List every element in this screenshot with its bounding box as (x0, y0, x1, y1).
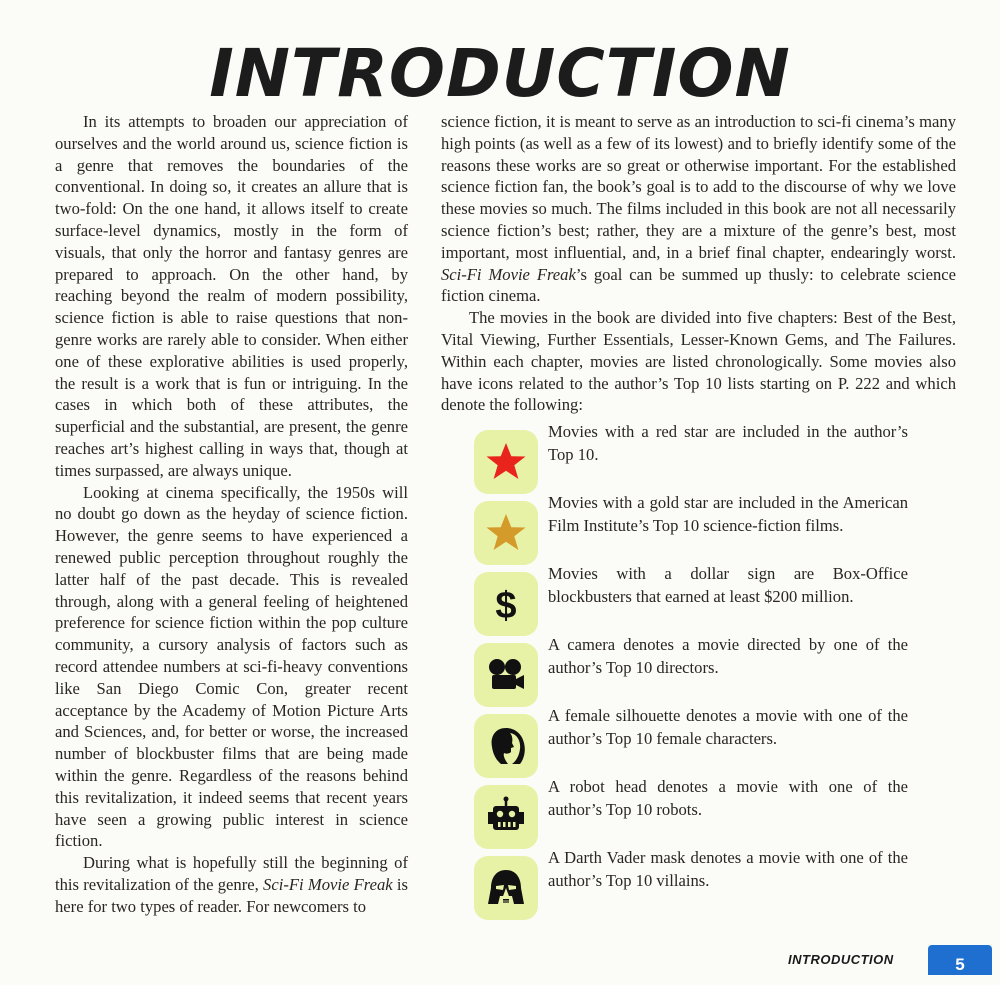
paragraph (441, 111, 956, 307)
legend-text: Movies with a red star are included in the author’s Top 10. (548, 422, 908, 464)
legend-item (474, 420, 954, 480)
legend-text: Movies with a gold star are included in the American Film Institute’s Top 10 science-fiction films. (548, 493, 908, 535)
camera-icon (474, 643, 538, 707)
page-number: 5 (928, 945, 992, 975)
legend-item (474, 704, 954, 764)
text-run: is here for two types of reader. For newcomers to (55, 874, 408, 916)
footer-section-label: INTRODUCTION (788, 952, 894, 967)
legend-text: A robot head denotes a movie with one of the author’s Top 10 robots. (548, 777, 908, 819)
legend-item (474, 846, 954, 906)
legend-text: A Darth Vader mask denotes a movie with one of the author’s Top 10 villains. (548, 848, 908, 890)
text-run: During what is hopefully still the beginning of this revitalization of the genre, (55, 853, 408, 894)
paragraph: Looking at cinema specifically, the 1950s will no doubt go down as the heyday of science fiction. However, the genre seems to have experienced a renewed public perception throughout roughly the latter half of the past decade. This is revealed through, along with a general feeling of heightened preference for science fiction within the pop culture community, a cursory analysis of factors such as record attendee numbers at sci-fi-heavy conventions like San Diego Comic Con, greater recent acceptance by the Academy of Motion Picture Arts and Sciences, and, for better or worse, the increased number of blockbuster films that are being made within the genre. Regardless of the reasons behind this revitalization, it indeed seems that recent years have seen a growing public interest in science fiction. (55, 482, 408, 851)
book-title: Sci-Fi Movie Freak (263, 874, 393, 894)
text-run: science fiction, it is meant to serve as an introduction to sci-fi cinema’s many high points (as well as a few of its lowest) and to briefly identify some of the reasons these works are so great or otherwise important. For the established science fiction fan, the book’s goal is to add to the discourse of why we love these movies so much. The films included in this book are not all necessarily science fiction’s best; rather, they are a mixture of the genre’s best, most important, most influential, and, in a brief final chapter, endearingly worst. (441, 112, 956, 262)
legend-item (474, 633, 954, 693)
gold-star-icon (474, 501, 538, 565)
left-column (55, 111, 408, 917)
page-title: INTRODUCTION (209, 35, 791, 112)
book-title: Sci-Fi Movie Freak (441, 264, 576, 284)
paragraph (55, 852, 408, 917)
legend-item (474, 491, 954, 551)
legend-text: A camera denotes a movie directed by one of the author’s Top 10 directors. (548, 635, 908, 677)
text-run: ’s goal can be summed up thusly: to celebrate science fiction cinema. (441, 264, 956, 306)
robot-head-icon (474, 785, 538, 849)
dollar-sign-icon (474, 572, 538, 636)
legend-text: Movies with a dollar sign are Box-Office blockbusters that earned at least $200 million. (548, 564, 908, 606)
svg-text:$: $ (495, 585, 517, 626)
legend-item (474, 562, 954, 626)
female-silhouette-icon (474, 714, 538, 778)
right-column (441, 111, 956, 416)
paragraph: In its attempts to broaden our appreciation of ourselves and the world around us, science fiction is a genre that removes the boundaries of the conventional. In doing so, it creates an allure that is two-fold: On the one hand, it allows itself to create surface-level dynamics, mostly in the form of visuals, that only the horror and fantasy genres are prepared to approach. On the other hand, by reaching beyond the realm of modern possibility, science fiction is able to raise questions that non-genre works are rarely able to consider. When either one of these explorative abilities is used properly, the result is a work that is fun or intriguing. In the cases in which both of these attributes, the superficial and the substantial, are present, the genre reaches art’s highest calling in ways that, though at times surpassed, are always unique. (55, 112, 408, 480)
red-star-icon (474, 430, 538, 494)
legend-item (474, 775, 954, 835)
darth-vader-mask-icon (474, 856, 538, 920)
paragraph: The movies in the book are divided into five chapters: Best of the Best, Vital Viewing, Further Essentials, Lesser-Known Gems, and The Failures. Within each chapter, movies are listed chronologically. Some movies also have icons related to the author’s Top 10 lists starting on P. 222 and which denote the following: (441, 308, 956, 415)
legend-text: A female silhouette denotes a movie with one of the author’s Top 10 female characters. (548, 706, 908, 748)
